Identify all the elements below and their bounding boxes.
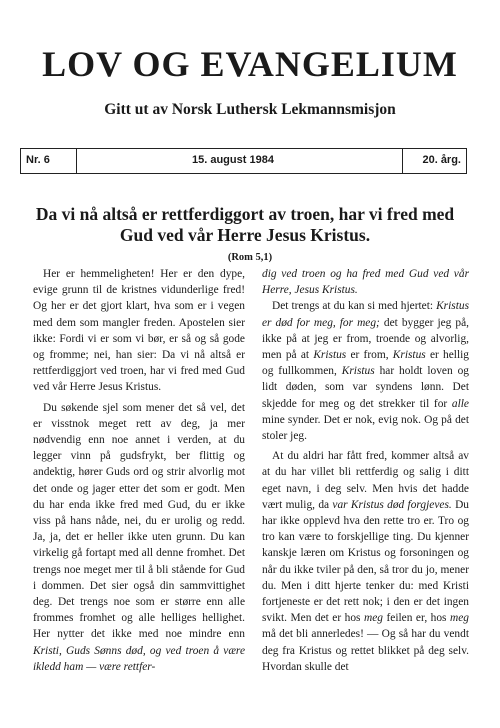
emphasis-text: Kristus [313,349,347,362]
right-column [262,266,469,675]
issue-number: Nr. 6 [26,154,50,166]
emphasis-text: Kristus er død for meg, for meg; [262,300,469,329]
paragraph [262,448,469,675]
issue-bar-divider [20,149,21,173]
paragraph-text: det bygger jeg på, ikke på at jeg er from, troende og alvorlig, men på at [262,316,469,362]
paragraph-text: har holdt loven og lidt døden, som var syndens lønn. Det skjedde for meg og det strekker til for [262,365,469,410]
issue-year: 20. årg. [422,154,461,166]
emphasis-text: meg [450,612,469,625]
emphasis-text: var Kristus død forgjeves. [332,498,452,511]
paragraph [33,266,245,396]
bible-reference: (Rom 5,1) [227,252,273,263]
paragraph-text: Du søkende sjel som mener det så vel, det er visstnok meget rett av deg, ja mer nødvendig enn noe annet i verden, at du legger vinn på gudsfrykt, ber flittig og andektig, hører Guds ord og strir alvorlig mot det onde og jager etter det som er godt. Men du har enda ikke fred med Gud, du er ikke viss på hans nåde, nei, du er urolig og redd. Ja, ja, det er heller ikke uten grunn. Du kan virkelig gå fortapt med all denne fromhet. Det trengs noe meget mer til å bli stående for Gud i dommen. Det sier også din sammvittighet deg. Det trengs noe som er større enn alle frommes fromhet og alle helliges hellighet. Her nytter det ikke med noe mindre enn [33,401,245,641]
masthead-title: LOV OG EVANGELIUM [42,44,458,84]
paragraph-text: mine synder. Det er nok, evig nok. Og på det stoler jeg. [262,413,469,443]
left-column [33,266,245,675]
emphasis-text: Kristi, Guds Sønns død, og ved troen å være ikledd ham — være rettfer- [33,644,245,673]
paragraph-text: er hellig og fullkommen, [262,349,469,378]
paragraph-text: Det trengs at du kan si med hjertet: [272,300,437,313]
emphasis-text: meg [364,612,383,625]
emphasis-text: Kristus [392,349,426,362]
paragraph-text: Du har ikke opplevd hva den rette tro er. Tro og tro kan være to forskjellige ting. Du kjenner kanskje læren om Kristus og forsoningen og når du ikke tviler på den, så tror du jo, mener du. Men i ditt hjerte tenker du: med Kristi fortjeneste er det rett nok; i den er det ingen svikt. Men det er hos [262,498,469,625]
article-heading: Da vi nå altså er rettferdiggort av troen, har vi fred med Gud ved vår Herre Jesus Kristus. [35,204,455,245]
emphasis-text: alle [451,397,469,410]
paragraph [33,400,245,675]
emphasis-text: Kristus [341,365,375,378]
issue-bar-divider [466,149,467,173]
issue-bar-divider [76,149,77,173]
issue-date: 15. august 1984 [192,154,274,166]
issue-bar-divider [402,149,403,173]
issue-info-bar [20,148,467,174]
emphasis-text: dig ved troen og ha fred med Gud ved vår Herre, Jesus Kristus. [262,268,469,297]
paragraph-text: Her er hemmeligheten! Her er den dype, evige grunn til de kristnes vidunderlige fred! Og her er det gjort klart, hva som er i vegen med dem som mangler freden. Apostelen sier ikke: Fordi vi er som vi bør, er så og så gode og fromme; nei, han sier: Da vi nå altså er rettferdiggjort ved troen, har vi fred med Gud ved vår Herre Jesus Kristus. [33,268,245,394]
paragraph [262,266,469,298]
paragraph-text: At du aldri har fått fred, kommer altså av at du har villet bli rettferdig og salig i ditt eget navn, i deg selv. Men hvis det hadde vært mulig, da [262,450,469,511]
masthead-subtitle: Gitt ut av Norsk Luthersk Lekmannsmisjon [104,101,396,118]
paragraph-text: må det bli annerledes! — Og så har du vendt deg fra Kristus og rettet blikket på deg selv. Hvordan skulle det [262,628,469,673]
paragraph-text: er from, [346,349,393,362]
paragraph [262,298,469,444]
paragraph-text: feilen er, hos [382,612,450,625]
